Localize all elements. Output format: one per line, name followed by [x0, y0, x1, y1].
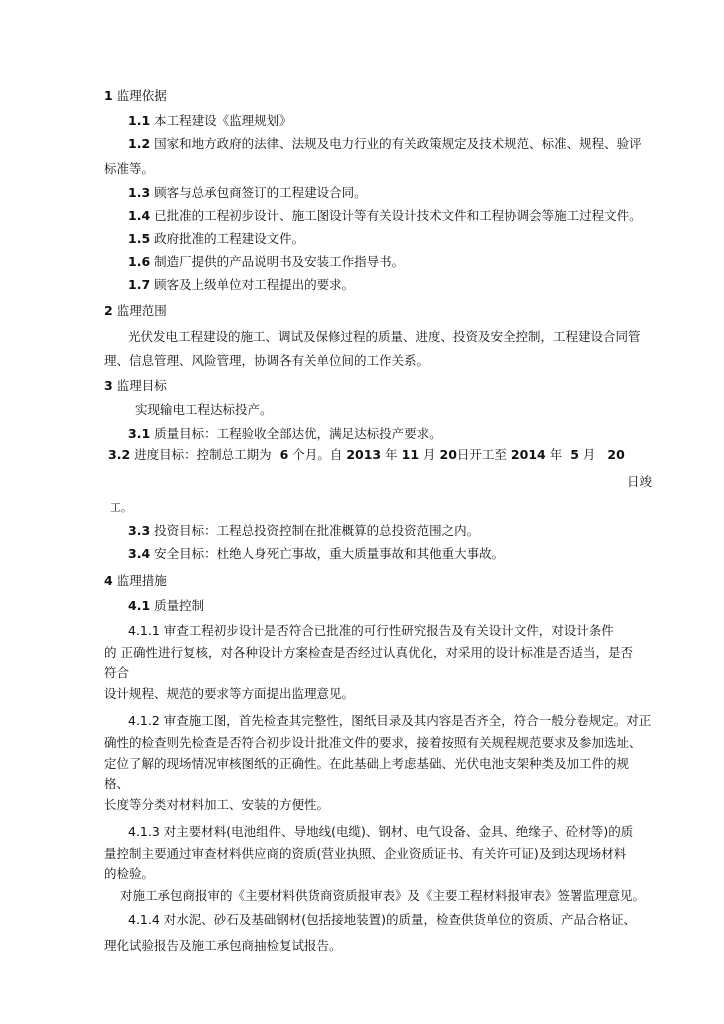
item-text: 进度目标：控制总工期为: [134, 447, 272, 462]
subsection-4-1-heading: [128, 598, 204, 614]
section-title: 监理目标: [116, 378, 167, 393]
item-1-3: [128, 185, 367, 201]
item-1-5: [128, 231, 304, 247]
para-4-1-2-line-1: 4.1.2 审查施工图，首先检查其完整性，图纸目录及其内容是否齐全，符合一般分卷规定。对正: [128, 713, 652, 728]
para-4-1-1-line-3: 符合: [104, 665, 130, 680]
para-4-1-2-line-4: 格、: [104, 776, 130, 791]
item-3-2-continued: 日竣: [627, 474, 653, 489]
para-4-1-1-line-2: 的 正确性进行复核，对各种设计方案检查是否经过认真优化，对采用的设计标准是否适当，是否: [104, 645, 633, 660]
item-1-1: [128, 113, 292, 129]
item-text: 质量目标：工程验收全部达优，满足达标投产要求。: [154, 426, 442, 441]
section-3-heading: [104, 378, 167, 394]
item-text: 政府批准的工程建设文件。: [154, 231, 305, 246]
section-number: 3: [104, 378, 113, 393]
item-number: 3.2: [108, 447, 131, 462]
section-number: 1: [104, 88, 113, 103]
section-title: 监理依据: [116, 88, 167, 103]
item-text: 年: [549, 447, 563, 462]
para-4-1-1-line-4: 设计规程、规范的要求等方面提出监理意见。: [104, 686, 355, 701]
item-text: 月: [423, 447, 436, 462]
item-3-1: [128, 426, 442, 442]
para-4-1-1-line-1: 4.1.1 审查工程初步设计是否符合已批准的可行性研究报告及有关设计文件，对设计条件: [128, 623, 614, 638]
item-number: 1.6: [128, 254, 151, 269]
item-text: 制造厂提供的产品说明书及安装工作指导书。: [154, 254, 405, 269]
subsection-number: 4.1: [128, 598, 151, 613]
section-2-heading: [104, 303, 167, 319]
para-4-1-4-line-2: 理化试验报告及施工承包商抽检复试报告。: [104, 938, 342, 953]
item-number: 1.1: [128, 113, 151, 128]
para-4-1-3-line-1: 4.1.3 对主要材料(电池组件、导地线(电缆)、钢材、电气设备、金具、绝缘子、砼材等)的质: [128, 824, 634, 839]
item-text: 顾客与总承包商签订的工程建设合同。: [154, 185, 367, 200]
item-1-2-continued: 标准等。: [104, 161, 155, 176]
item-text: 月: [582, 447, 596, 462]
item-number: 1.3: [128, 185, 151, 200]
item-1-4: [128, 208, 642, 224]
start-year: 2013: [346, 447, 382, 462]
section-2-paragraph-line-1: 光伏发电工程建设的施工、调试及保修过程的质量、进度、投资及安全控制，工程建设合同管: [128, 329, 641, 344]
item-text: 日开工至: [456, 447, 507, 462]
item-text: 安全目标：杜绝人身死亡事故，重大质量事故和其他重大事故。: [154, 546, 505, 561]
item-3-3: [128, 523, 479, 539]
end-month: 5: [570, 447, 579, 462]
item-number: 1.4: [128, 208, 151, 223]
end-year: 2014: [510, 447, 546, 462]
start-month: 11: [401, 447, 420, 462]
item-number: 3.4: [128, 546, 151, 561]
item-3-2-tail: 工。: [110, 501, 132, 514]
section-4-heading: [104, 573, 167, 589]
item-number: 1.2: [128, 136, 151, 151]
item-text: 顾客及上级单位对工程提出的要求。: [154, 277, 355, 292]
start-day: 20: [439, 447, 457, 462]
para-4-1-3-line-2: 量控制主要通过审查材料供应商的资质(营业执照、企业资质证书、有关许可证)及到达现场材料: [104, 846, 627, 861]
section-1-heading: [104, 88, 167, 104]
item-text: 年: [385, 447, 398, 462]
para-4-1-2-line-2: 确性的检查则先检查是否符合初步设计批准文件的要求，接着按照有关规程规范要求及参加选址、: [104, 735, 642, 750]
item-3-2: [108, 447, 625, 463]
item-number: 3.3: [128, 523, 151, 538]
section-2-paragraph-line-2: 理、信息管理、风险管理，协调各有关单位间的工作关系。: [104, 353, 430, 368]
end-day: 20: [607, 447, 625, 462]
item-number: 1.7: [128, 277, 151, 292]
item-1-2: [128, 136, 642, 152]
duration-months: 6: [279, 447, 289, 462]
subsection-title: 质量控制: [154, 598, 205, 613]
section-3-paragraph: 实现输电工程达标投产。: [135, 402, 273, 417]
section-title: 监理措施: [116, 573, 167, 588]
item-text: 本工程建设《监理规划》: [154, 113, 292, 128]
para-4-1-3-line-4: 对施工承包商报审的《主要材料供货商资质报审表》及《主要工程材料报审表》签署监理意见。: [120, 888, 646, 903]
para-4-1-2-line-3: 定位了解的现场情况审核图纸的正确性。在此基础上考虑基础、光伏电池支架种类及加工件的规: [104, 756, 630, 771]
item-1-7: [128, 277, 354, 293]
item-number: 1.5: [128, 231, 151, 246]
item-text: 个月。自: [292, 447, 343, 462]
section-number: 2: [104, 303, 113, 318]
item-text: 国家和地方政府的法律、法规及电力行业的有关政策规定及技术规范、标准、规程、验评: [154, 136, 642, 151]
item-1-6: [128, 254, 404, 270]
item-text: 投资目标：工程总投资控制在批准概算的总投资范围之内。: [154, 523, 480, 538]
section-title: 监理范围: [116, 303, 167, 318]
para-4-1-4-line-1: 4.1.4 对水泥、砂石及基础钢材(包括接地装置)的质量，检查供货单位的资质、产品合格证、: [128, 912, 637, 927]
item-3-4: [128, 546, 504, 562]
item-text: 已批准的工程初步设计、施工图设计等有关设计技术文件和工程协调会等施工过程文件。: [154, 208, 642, 223]
section-number: 4: [104, 573, 113, 588]
para-4-1-2-line-5: 长度等分类对材料加工、安装的方便性。: [104, 797, 330, 812]
para-4-1-3-line-3: 的检验。: [104, 866, 155, 881]
item-number: 3.1: [128, 426, 151, 441]
